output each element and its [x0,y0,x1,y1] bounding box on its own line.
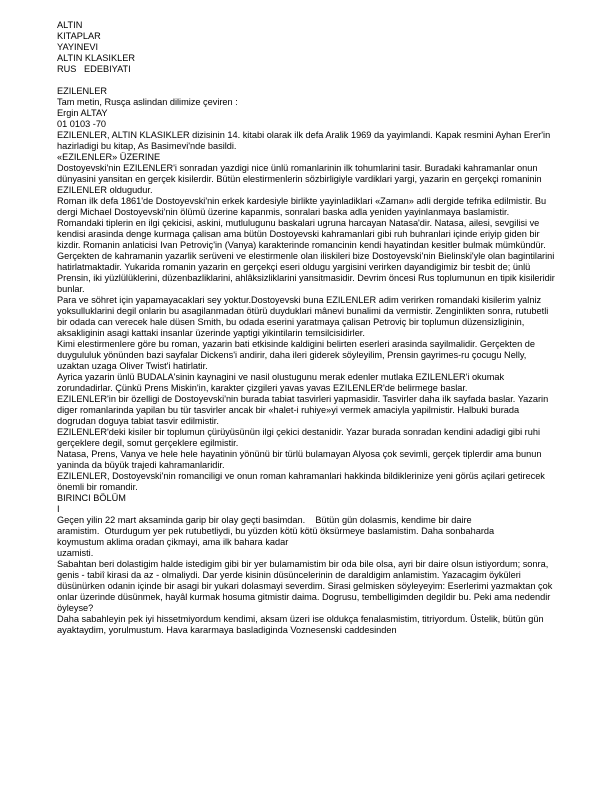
part-heading: BIRINCI BÖLÜM [57,493,126,503]
publication-info: EZILENLER, ALTIN KLASIKLER dizisinin 14. kitabi olarak ilk defa Aralik 1969 da yayimlandi. Kapak resmini Ayhan Erer'in hazirladigi bu kitap, As Basimevi'nde basildi. [57,130,551,151]
publisher-line-2: KITAPLAR [57,31,101,41]
preface-paragraph: Kimi elestirmenlere göre bu roman, yazarin bati etkisinde kaldigini belirten eserleri arasinda sayilmalidir. Gerçekten de duygululuk yönünden bazi sayfalar Dickens'i andirir, daha ileri giderek söyleyilim, Prensin gayrimes-ru çocugu Nelly, uzaktan uzaga Oliver Twist'i hatirlatir. [57,339,535,371]
chapter-line: uzamisti. [57,548,94,558]
preface-heading: «EZILENLER» ÜZERINE [57,152,161,162]
chapter-number: I [57,504,60,514]
preface-paragraph: Roman ilk defa 1861'de Dostoyevski'nin erkek kardesiyle birlikte yayinladiklari «Zaman» adli dergide tefrika edilmistir. Bu dergi Michael Dostoyevski'nin ölümü üzerine kapanmis, sonralari baska adla yeniden yayinlanmaya baslamistir. [57,196,547,217]
translator-name: Ergin ALTAY [57,108,108,118]
chapter-paragraph: Daha sabahleyin pek iyi hissetmiyordum kendimi, aksam üzeri ise oldukça fenalasmistim, titriyordum. Üstelik, bütün gün ayaktaydim, yorulmustum. Hava kararmaya basladiginda Voznesenski caddesinden [57,614,544,635]
book-title: EZILENLER [57,86,108,96]
preface-paragraph: Romandaki tiplerin en ilgi çekicisi, askini, mutlulugunu baskalari ugruna harcayan Natasa'dir. Natasa, ailesi, sevgilisi ve kendisi arasinda denge kurmaga çalisan ama bütün Dostoyevski kahramanlari gibi ruh buhranlari içinde eriyip giden bir kizdir. Romanin anlaticisi Ivan Petroviç'in (Vanya) karakterinde romancinin kendi hayatindan kesitler bulmak mümkündür. Gerçekten de kahramanin yazarlik serüveni ve elestirmenle olan iliskileri bize Dostoyevski'nin Bielinski'yle olan bagintilarini hatirlatmaktadir. Yukarida romanin yazarin en gerçekçi eseri oldugu yargisini verirken dayandigimiz bir tesbit de; ünlü Prensin, iki yüzlülüklerini, düzenbazliklarini, ahlâksizliklarini yansitmasidir. Devrim öncesi Rus toplumunun en tipik kisileridir bunlar. [57,218,555,294]
publisher-line-3: YAYINEVI [57,42,99,52]
preface-paragraph: Para ve söhret için yapamayacaklari sey yoktur.Dostoyevski buna EZILENLER adim verirken romandaki kisilerim yalniz yoksulluklarini degil onlarin bu asagilanmadan ötürü duyduklari mânevi bunalimi da vermistir. Zenginlikten sonra, rutubetli bir odada can verecek hale düsen Smith, bu odada eserini yaratmaya çalisan Petroviç bir toplumun düzensizliginin, aksakliginin asagi kattaki insanlar üzerinde yaptigi yikintilarin temsilcisidirler. [57,295,549,338]
preface-paragraph: Ayrica yazarin ünlü BUDALA'sinin kaynagini ve nasil olustugunu merak edenler mutlaka EZILENLER'i okumak zorundadirlar. Çünkü Prens Miskin'in, karakter çizgileri yavas yavas EZILENLER'de belirmege baslar. [57,372,505,393]
series-name: ALTIN KLASIKLER [57,53,135,63]
chapter-line: Geçen yilin 22 mart aksaminda garip bir olay geçti basimdan. Bütün gün dolasmis, kendime bir daire [57,515,472,525]
spacer [57,75,557,86]
chapter-line: koymustum aklima oradan çikmayi, ama ilk bahara kadar [57,537,289,547]
preface-paragraph: EZILENLER'deki kisiler bir toplumun çürüyüsünün ilgi çekici destanidir. Yazar burada sonradan kendini adadigi gibi ruhi gerçeklere degil, somut gerçeklere egilmistir. [57,427,541,448]
book-code: 01 0103 -70 [57,119,107,129]
preface-paragraph: Dostoyevski'nin EZILENLER'i sonradan yazdigi nice ünlü romanlarinin ilk tohumlarini tasir. Buradaki kahramanlar onun dünyasini yansitan en gerçek kisilerdir. Bütün elestirmenlerin sözbirligiyle vardiklari yargi, yazarin en gerçekçi romaninin EZILENLER oldugudur. [57,163,542,195]
translation-note: Tam metin, Rusça aslindan dilimize çeviren : [57,97,238,107]
publisher-line-1: ALTIN [57,20,83,30]
document-text [57,20,557,636]
series-category: RUS EDEBIYATI [57,64,131,74]
preface-paragraph: EZILENLER'in bir özelligi de Dostoyevski'nin burada tabiat tasvirleri yapmasidir. Tasvirler daha ilk sayfada baslar. Yazarin diger romanlarinda yapilan bu tür tasvirler ancak bir «halet-i ruhiye»yi vermek amaciyla yapilmistir. Halbuki burada dogrudan doguya tabiat tasvir edilmistir. [57,394,549,426]
chapter-line: aramistim. Oturdugum yer pek rutubetliydi, bu yüzden kötü kötü öksürmeye baslamistim. Daha sonbaharda [57,526,495,536]
chapter-paragraph: Sabahtan beri dolastigim halde istedigim gibi bir yer bulamamistim bir oda bile olsa, ayri bir daire olsun istiyordum; sonra, genis - tabiî kirasi da az - olmaliydi. Dar yerde kisinin düsüncelerinin de daraldigim anlamistim. Yazacagim öyküleri düsünürken odanin içinde bir asagi bir yukari dolasmayi severdim. Sirasi gelmisken söyleyeyim: Eserlerimi yazmaktan çok onlar üzerinde düsünmek, hayâl kurmak hosuma gitmistir daima. Dogrusu, tembelligimden degildir bu. Peki ama nedendir öyleyse? [57,559,553,613]
preface-paragraph: Natasa, Prens, Vanya ve hele hele hayatinin yönünü bir türlü bulamayan Alyosa çok sevimli, gerçek tiplerdir ama bunun yaninda da büyük trajedi kahramanlaridir. [57,449,542,470]
preface-paragraph: EZILENLER, Dostoyevski'nin romanciligi ve onun roman kahramanlari hakkinda bildiklerinize yeni görüs açilari getirecek önemli bir romandir. [57,471,545,492]
